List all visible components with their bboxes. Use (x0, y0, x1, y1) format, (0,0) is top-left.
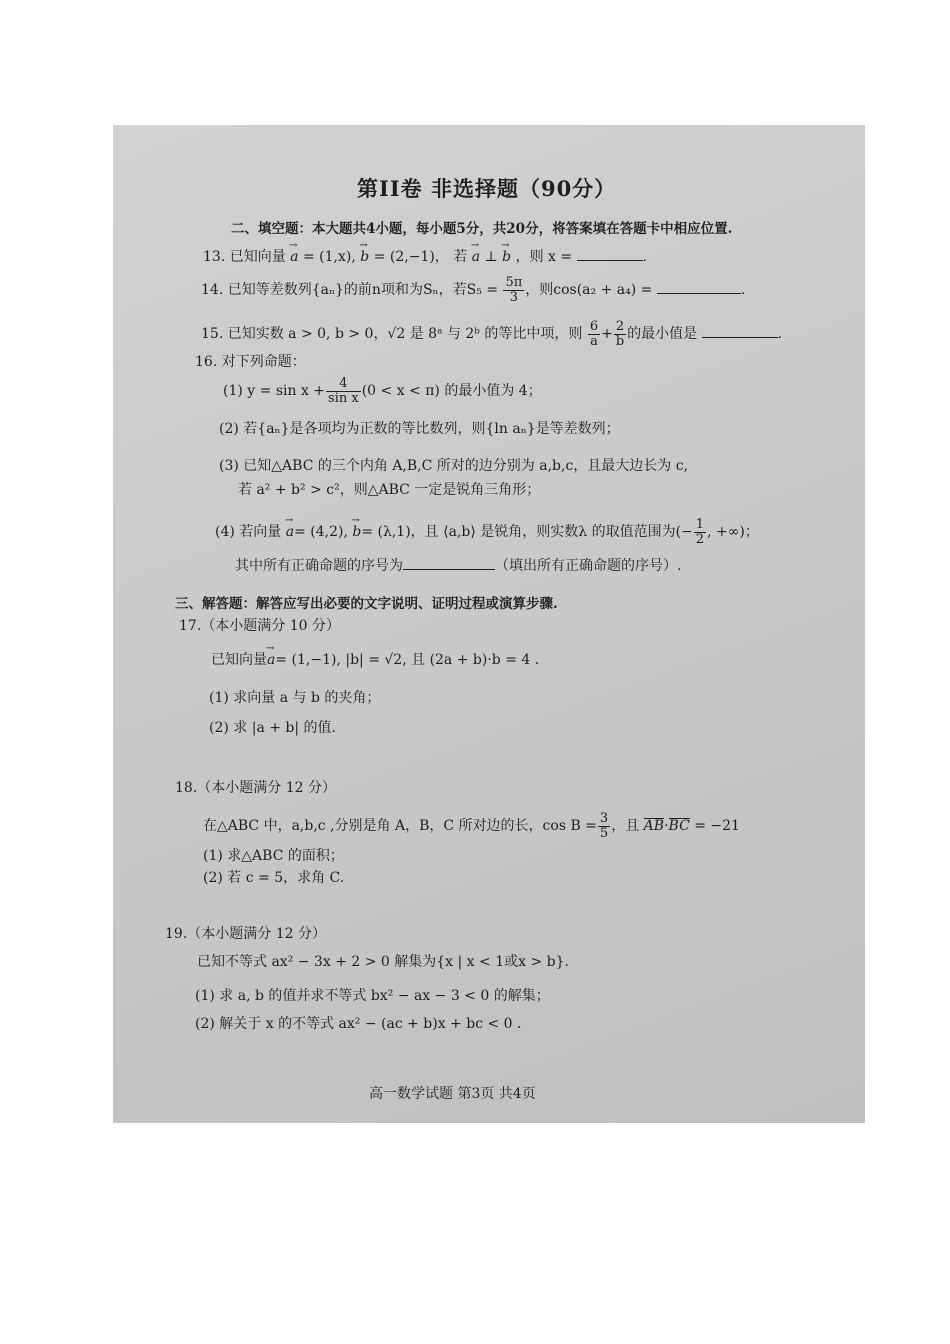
question-19-given: 已知不等式 ax² − 3x + 2 > 0 解集为{x | x < 1或x > b}. (197, 954, 569, 970)
question-13: 13. 已知向量 → a = (1,x), → b = (2,−1)， 若 → a ⊥ → b ，则 x = . (203, 246, 647, 266)
q16-prop-2: (2) 若{aₙ}是各项均为正数的等比数列，则{ln aₙ}是等差数列； (219, 421, 620, 437)
q16-answer-line: 其中所有正确命题的序号为 （填出所有正确命题的序号）. (235, 555, 681, 575)
q16-prop-4: (4) 若向量 → a= (4,2), → b= (λ,1)，且 ⟨a,b⟩ 是锐角，则实数λ 的取值范围为(− $\frac{1}{2}$ , +∞)； (215, 517, 759, 547)
question-17-part1: (1) 求向量 a 与 b 的夹角； (209, 690, 381, 706)
question-18-part1: (1) 求△ABC 的面积； (203, 848, 344, 864)
fill-in-instructions: 二、填空题：本大题共4小题，每小题5分，共20分，将答案填在答题卡中相应位置. (231, 221, 733, 237)
q16-prop-1: (1) y = sin x + $\frac{4}{\text{sin x}}$ (0 < x < π) 的最小值为 4； (223, 375, 542, 406)
question-16: 16. 对下列命题： (195, 354, 306, 370)
question-19-part2: (2) 解关于 x 的不等式 ax² − (ac + b)x + bc < 0 . (195, 1016, 522, 1032)
question-18-given: 在△ABC 中，a,b,c ,分别是角 A，B，C 所对边的长，cos B = $\frac{3}{5}$ ，且 AB·BC = −21 (203, 810, 740, 841)
answer-instructions: 三、解答题：解答应写出必要的文字说明、证明过程或演算步骤. (175, 596, 558, 612)
question-19-head: 19.（本小题满分 12 分） (165, 926, 326, 942)
q16-prop-3: (3) 已知△ABC 的三个内角 A,B,C 所对的边分别为 a,b,c，且最大边长为 c, (219, 458, 689, 474)
question-18-head: 18.（本小题满分 12 分） (175, 780, 336, 796)
question-17-part2: (2) 求 |a + b| 的值. (209, 720, 337, 736)
section-title: 第II卷 非选择题（90分） (357, 176, 617, 201)
exam-page-photo (113, 125, 865, 1123)
question-18-part2: (2) 若 c = 5，求角 C. (203, 870, 345, 886)
question-17-given: 已知向量→ a= (1,−1), |b| = √2, 且 (2a + b)·b = 4 . (211, 651, 539, 669)
question-17-head: 17.（本小题满分 10 分） (179, 618, 340, 634)
question-15: 15. 已知实数 a > 0, b > 0，√2 是 8ᵃ 与 2ᵇ 的等比中项，则 $\frac{6}{a}$ + $\frac{2}{b}$ 的最小值是 . (201, 318, 783, 349)
question-19-part1: (1) 求 a, b 的值并求不等式 bx² − ax − 3 < 0 的解集； (195, 988, 550, 1004)
question-14: 14. 已知等差数列{aₙ}的前n项和为Sₙ，若S₅ = $\frac{5\pi}{3}$ ，则cos(a₂ + a₄) = . (201, 274, 746, 305)
q16-prop-3-cont: 若 a² + b² > c²，则△ABC 一定是锐角三角形； (238, 482, 541, 498)
page-footer: 高一数学试题 第3页 共4页 (369, 1086, 536, 1102)
